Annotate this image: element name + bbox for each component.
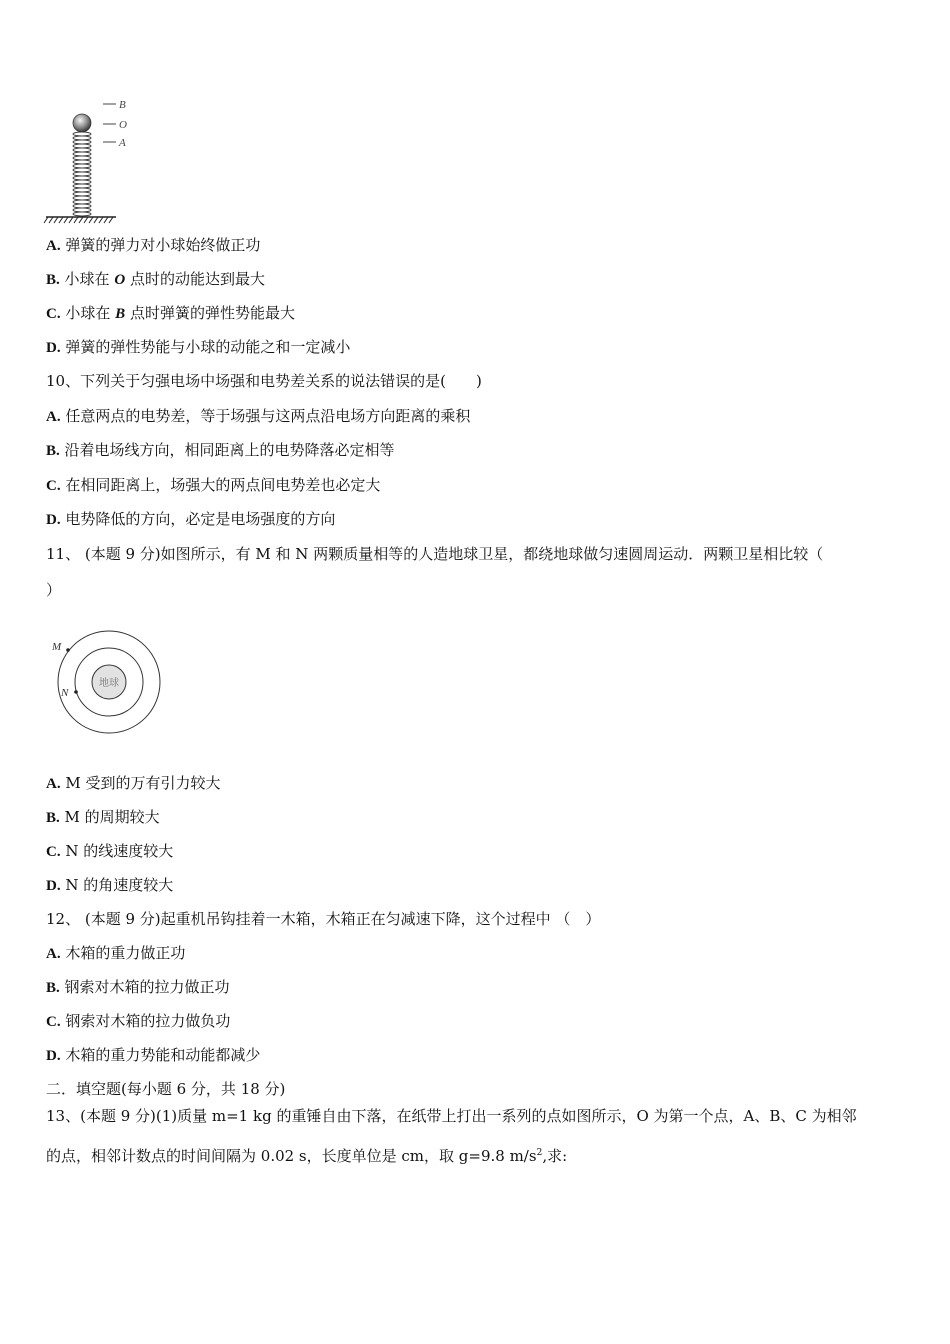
option-letter: B. — [46, 272, 60, 288]
q10-stem: 10、下列关于匀强电场中场强和电势差关系的说法错误的是( ) — [46, 372, 482, 390]
spring-coil — [73, 136, 91, 140]
ball — [73, 114, 91, 132]
spring-coil — [73, 188, 91, 192]
q11-option-c: C. N 的线速度较大 — [46, 842, 174, 860]
q11-stem-line1: 11、 (本题 9 分)如图所示，有 M 和 N 两颗质量相等的人造地球卫星，都绕地球做匀速圆周运动．两颗卫星相比较（ — [46, 545, 824, 563]
satellite-n — [74, 690, 78, 694]
hatch-mark — [69, 217, 73, 223]
spring-coil — [73, 180, 91, 184]
spring-coil — [73, 200, 91, 204]
hatch-mark — [79, 217, 83, 223]
option-text: 弹簧的弹性势能与小球的动能之和一定减小 — [65, 338, 351, 356]
spring-figure — [40, 92, 150, 227]
spring-coil — [73, 192, 91, 196]
spring-coil — [73, 164, 91, 168]
hatch-mark — [59, 217, 63, 223]
spring-coil — [73, 156, 91, 160]
q12-option-a: A. 木箱的重力做正功 — [46, 944, 186, 962]
option-text: 弹簧的弹力对小球始终做正功 — [65, 236, 261, 254]
q10-option-c: C. 在相同距离上，场强大的两点间电势差也必定大 — [46, 476, 381, 494]
q11-option-a: A. M 受到的万有引力较大 — [46, 774, 221, 792]
spring-coil — [73, 196, 91, 200]
spring-coil — [73, 140, 91, 144]
spring-coil — [73, 144, 91, 148]
q11-option-d: D. N 的角速度较大 — [46, 876, 174, 894]
q11-option-b: B. M 的周期较大 — [46, 808, 160, 826]
spring-coil — [73, 176, 91, 180]
option-letter: A. — [46, 238, 61, 254]
hatch-mark — [64, 217, 68, 223]
spring-coil — [73, 172, 91, 176]
q12-option-b: B. 钢索对木箱的拉力做正功 — [46, 978, 230, 996]
q13-line2: 的点，相邻计数点的时间间隔为 0.02 s，长度单位是 cm，取 g=9.8 $m/s^2$,求: — [46, 1147, 568, 1165]
q10-option-d: D. 电势降低的方向，必定是电场强度的方向 — [46, 510, 336, 528]
hatch-mark — [54, 217, 58, 223]
label-n: N — [61, 687, 69, 699]
hatch-mark — [84, 217, 88, 223]
hatch-mark — [89, 217, 93, 223]
earth-label: 地球 — [99, 678, 119, 689]
q9-option-c — [46, 303, 295, 324]
spring-coil — [73, 212, 91, 216]
q12-option-d: D. 木箱的重力势能和动能都减少 — [46, 1046, 261, 1064]
option-text: 小球在 B 点时弹簧的弹性势能最大 — [65, 304, 295, 322]
option-letter: C. — [46, 306, 61, 322]
option-letter: D. — [46, 340, 61, 356]
q12-stem: 12、 (本题 9 分)起重机吊钩挂着一木箱，木箱正在匀减速下降，这个过程中 （ ） — [46, 910, 601, 928]
orbit-figure — [48, 626, 166, 738]
option-text: 小球在 O 点时的动能达到最大 — [64, 270, 265, 288]
hatch-mark — [109, 217, 113, 223]
q12-option-c: C. 钢索对木箱的拉力做负功 — [46, 1012, 231, 1030]
ground-hatch — [44, 217, 113, 223]
hatch-mark — [94, 217, 98, 223]
hatch-mark — [44, 217, 48, 223]
q11-stem-line2: ） — [46, 581, 62, 599]
spring-coils — [73, 132, 91, 216]
satellite-m — [66, 648, 70, 652]
spring-coil — [73, 208, 91, 212]
hatch-mark — [104, 217, 108, 223]
q9-option-b — [46, 269, 265, 290]
spring-coil — [73, 184, 91, 188]
label-o: O — [119, 119, 127, 131]
q13-line1: 13、(本题 9 分)(1)质量 m=1 kg 的重锤自由下落，在纸带上打出一系列的点如图所示，O 为第一个点，A、B、C 为相邻 — [46, 1107, 857, 1125]
hatch-mark — [74, 217, 78, 223]
spring-coil — [73, 148, 91, 152]
label-m: M — [52, 641, 62, 653]
q9-option-a — [46, 235, 260, 256]
hatch-mark — [99, 217, 103, 223]
label-b: B — [119, 99, 126, 111]
spring-coil — [73, 160, 91, 164]
q10-option-b: B. 沿着电场线方向，相同距离上的电势降落必定相等 — [46, 441, 395, 459]
hatch-mark — [49, 217, 53, 223]
q10-option-a: A. 任意两点的电势差，等于场强与这两点沿电场方向距离的乘积 — [46, 407, 471, 425]
spring-coil — [73, 168, 91, 172]
q9-option-d — [46, 337, 350, 358]
spring-coil — [73, 204, 91, 208]
section2-title: 二．填空题(每小题 6 分，共 18 分) — [46, 1080, 286, 1098]
spring-coil — [73, 132, 91, 136]
label-a: A — [119, 137, 126, 149]
spring-coil — [73, 152, 91, 156]
